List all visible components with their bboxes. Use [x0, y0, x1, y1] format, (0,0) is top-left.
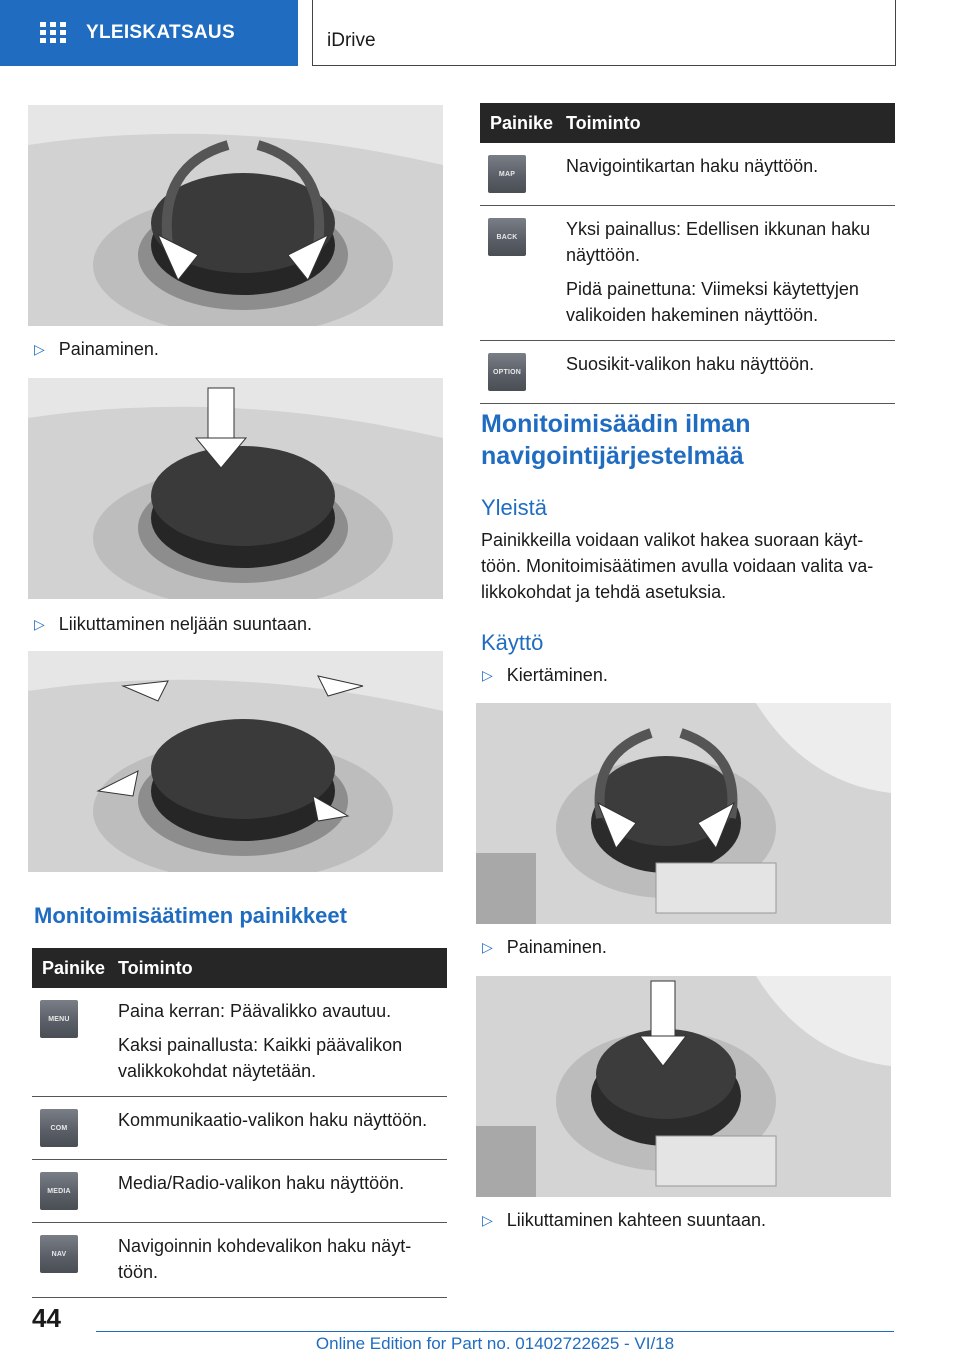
chapter-title: iDrive: [312, 0, 896, 66]
col-function-header: Toiminto: [566, 112, 641, 133]
function-text: Yksi painallus: Edellisen ikkunan haku näyttöön.: [566, 219, 871, 265]
nav-button-icon: NAV: [40, 1235, 78, 1273]
triangle-right-icon: ▷: [482, 939, 493, 955]
caption-move-two: [482, 1210, 766, 1231]
grid-icon: [40, 22, 66, 44]
function-text: Kaksi painallusta: Kaikki päävalikon valikkokohdat näytetään.: [118, 1035, 403, 1081]
triangle-right-icon: ▷: [34, 341, 45, 357]
edition-link[interactable]: Online Edition for Part no. 01402722625 - VI/18: [315, 1334, 675, 1353]
no-navigation-heading: Monitoimisäädin ilman navigointijärjestelmää: [481, 410, 751, 470]
caption-rotating: [482, 665, 608, 686]
function-text: Navigoinnin kohdevalikon haku näyttöön.: [118, 1236, 412, 1282]
map-button-icon: MAP: [488, 155, 526, 193]
general-subheading: Yleistä: [481, 495, 548, 520]
table-header: [32, 948, 447, 988]
triangle-right-icon: ▷: [482, 667, 493, 683]
table-row: [32, 1097, 447, 1160]
footer-divider: [96, 1331, 894, 1332]
table-row: [480, 341, 895, 404]
buttons-heading: Monitoimisäätimen painikkeet: [34, 903, 347, 928]
usage-subheading: Käyttö: [481, 630, 544, 655]
function-text: Suosikit-valikon haku näyttöön.: [566, 354, 815, 374]
function-text: Paina kerran: Päävalikko avautuu.: [118, 1001, 392, 1021]
back-button-icon: BACK: [488, 218, 526, 256]
caption-pressing-2: [482, 937, 607, 958]
general-body: Painikkeilla voidaan valikot hakea suoraan käyttöön. Monitoimisäätimen avulla voidaan valita valikkokohdat ja tehdä asetuksia.: [481, 530, 874, 602]
caption-text: Painaminen.: [58, 339, 159, 359]
caption-pressing: [34, 339, 159, 360]
buttons-table-continued: [480, 103, 895, 404]
table-row: [480, 143, 895, 206]
function-text: Pidä painettuna: Viimeksi käytettyjen valikoiden hakeminen näyttöön.: [566, 279, 859, 325]
section-title: YLEISKATSAUS: [86, 22, 235, 43]
section-tab[interactable]: [0, 0, 298, 66]
function-text: Navigointikartan haku näyttöön.: [566, 156, 819, 176]
controller-rotate-illustration-2: [476, 703, 891, 924]
buttons-table: [32, 948, 447, 1298]
table-row: [480, 206, 895, 341]
table-row: [32, 1160, 447, 1223]
col-function-header: Toiminto: [118, 957, 193, 978]
caption-text: Kiertäminen.: [506, 665, 608, 685]
col-button-header: Painike: [42, 957, 106, 978]
option-button-icon: OPTION: [488, 353, 526, 391]
function-text: Media/Radio-valikon haku näyttöön.: [118, 1173, 405, 1193]
function-text: Kommunikaatio-valikon haku näyttöön.: [118, 1110, 428, 1130]
caption-text: Liikuttaminen kahteen suuntaan.: [506, 1210, 766, 1230]
caption-text: Painaminen.: [506, 937, 607, 957]
triangle-right-icon: ▷: [34, 616, 45, 632]
triangle-right-icon: ▷: [482, 1212, 493, 1228]
controller-move-illustration: [28, 651, 443, 872]
com-button-icon: COM: [40, 1109, 78, 1147]
media-button-icon: MEDIA: [40, 1172, 78, 1210]
table-row: [32, 1223, 447, 1298]
page-number: 44: [32, 1303, 61, 1333]
col-button-header: Painike: [490, 112, 554, 133]
caption-text: Liikuttaminen neljään suuntaan.: [58, 614, 312, 634]
table-row: [32, 988, 447, 1097]
caption-move-four: [34, 614, 312, 635]
controller-press-illustration: [28, 378, 443, 599]
menu-button-icon: MENU: [40, 1000, 78, 1038]
controller-press-illustration-2: [476, 976, 891, 1197]
table-header: [480, 103, 895, 143]
controller-rotate-illustration: [28, 105, 443, 326]
